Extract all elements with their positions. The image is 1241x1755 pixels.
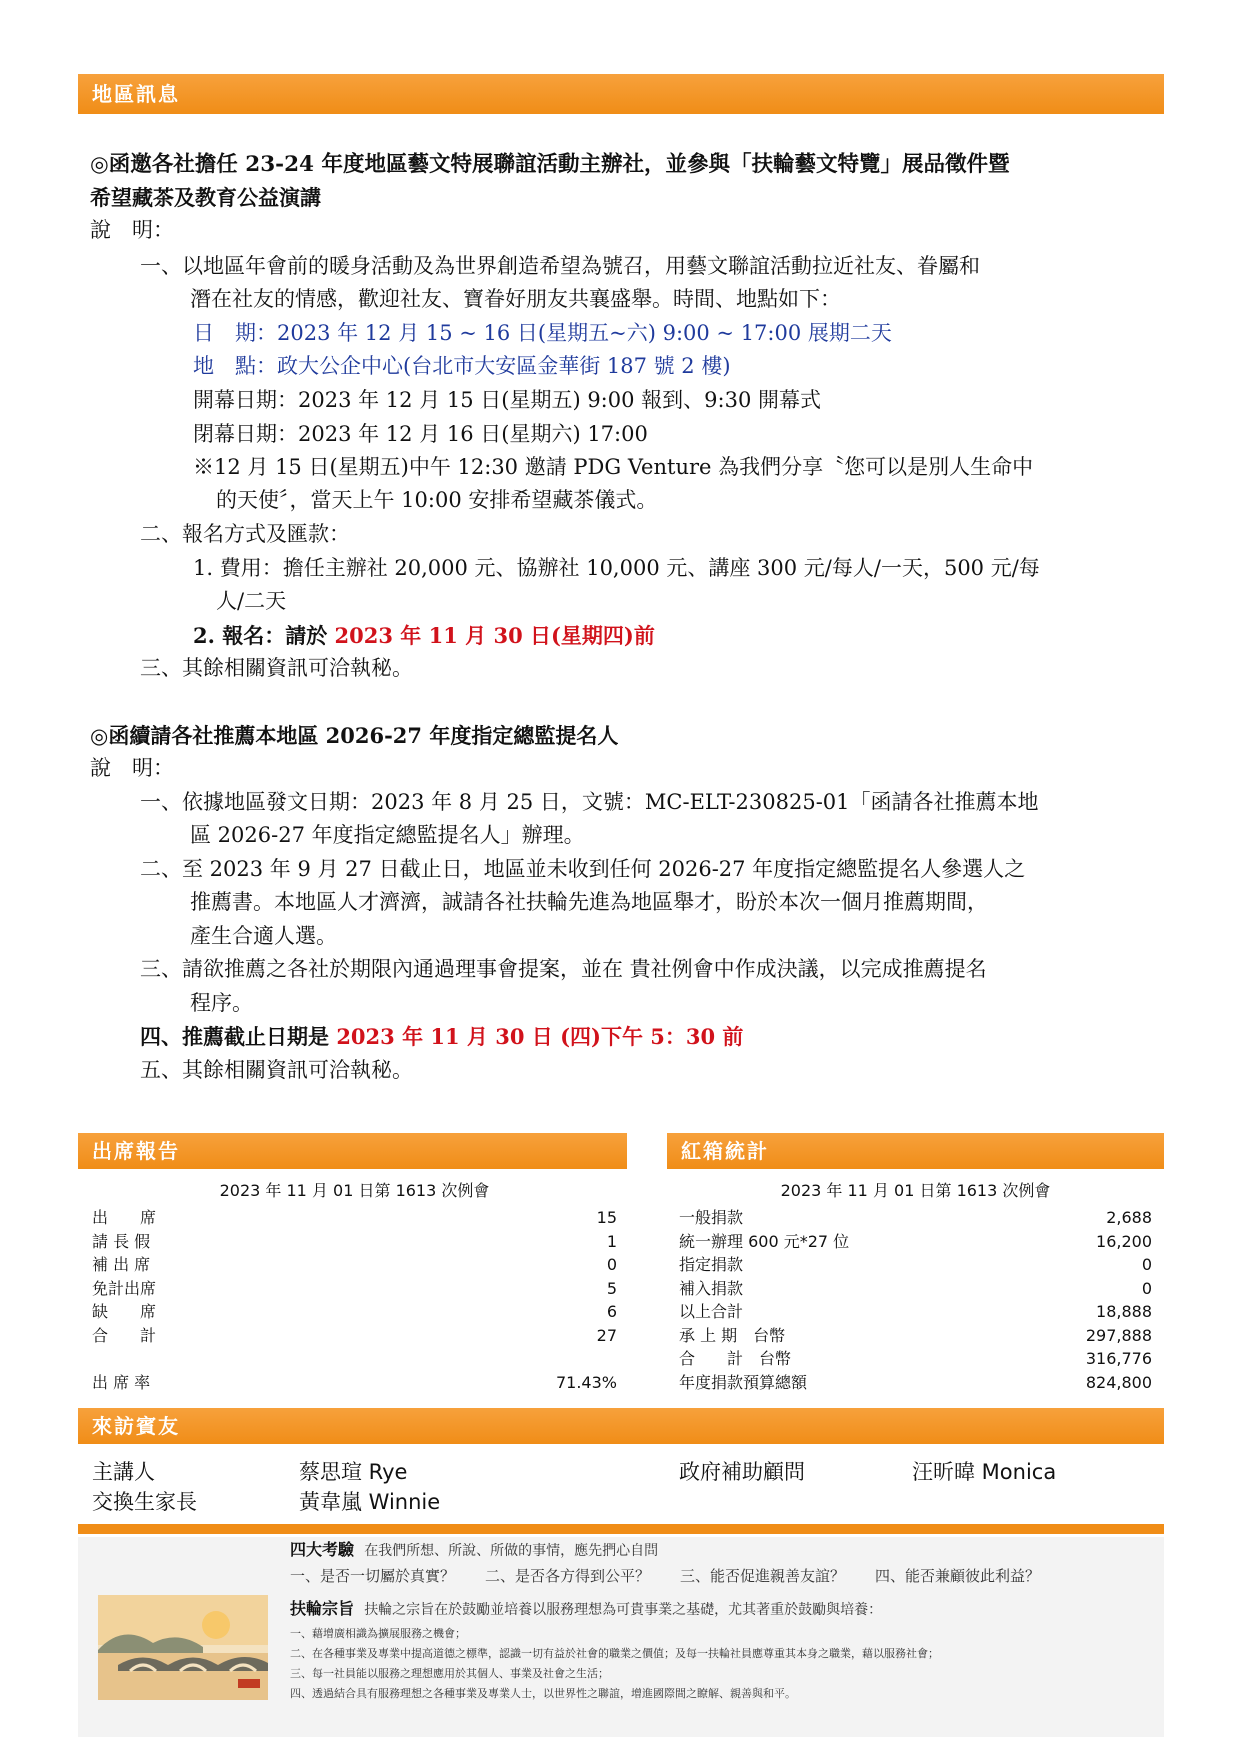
row-label: 以上合計 xyxy=(679,1302,744,1321)
closing-date-line: 閉幕日期：2023 年 12 月 16 日(星期六) 17:00 xyxy=(193,422,648,446)
row-label: 補 出 席 xyxy=(92,1255,151,1274)
event-place-line: 地 點：政大公企中心(台北市大安區金華街 187 號 2 樓) xyxy=(193,354,731,378)
section2-item5: 五、其餘相關資訊可洽執秘。 xyxy=(140,1058,413,1082)
object-item: 一、藉增廣相識為擴展服務之機會； xyxy=(290,1627,466,1640)
four-way-test-intro: 在我們所想、所說、所做的事情，應先捫心自問 xyxy=(364,1543,659,1559)
table-row xyxy=(679,1206,1152,1230)
table-row xyxy=(92,1300,617,1324)
section1-item3: 三、其餘相關資訊可洽執秘。 xyxy=(140,656,413,680)
note-line1: ※12 月 15 日(星期五)中午 12:30 邀請 PDG Venture 為我們分享〝您可以是別人生命中 xyxy=(193,455,1034,479)
row-label: 合 計 台幣 xyxy=(679,1349,792,1368)
redbox-table xyxy=(679,1176,1152,1394)
object-item: 三、每一社員能以服務之理想應用於其個人、事業及社會之生活； xyxy=(290,1667,609,1680)
table-row xyxy=(92,1230,617,1254)
bridge-painting-image xyxy=(98,1595,268,1700)
row-value: 0 xyxy=(1141,1255,1152,1274)
section2-item2-line1: 二、至 2023 年 9 月 27 日截止日，地區並未收到任何 2026-27 年度指定總監提名人參選人之 xyxy=(140,857,1026,881)
section2-item4 xyxy=(140,1020,743,1053)
section1-title-line1: ◎函邀各社擔任 23-24 年度地區藝文特展聯誼活動主辦社，並參與「扶輪藝文特覽」展品徵件暨 xyxy=(90,152,1010,177)
section2-item1-line2: 區 2026-27 年度指定總監提名人」辦理。 xyxy=(190,823,585,847)
section2-item2-line3: 產生合適人選。 xyxy=(190,924,337,948)
attendance-rate-row xyxy=(92,1371,617,1395)
section2-title: ◎函續請各社推薦本地區 2026-27 年度指定總監提名人 xyxy=(90,723,619,748)
row-label: 統一辦理 600 元*27 位 xyxy=(679,1231,850,1251)
table-row xyxy=(679,1230,1152,1254)
row-value: 15 xyxy=(596,1208,617,1227)
table-row xyxy=(679,1277,1152,1301)
section2-item3-line1: 三、請欲推薦之各社於期限內通過理事會提案，並在 貴社例會中作成決議，以完成推薦提名 xyxy=(140,957,987,981)
section2-label: 說 明： xyxy=(90,756,174,780)
table-row xyxy=(92,1324,617,1348)
object-of-rotary-intro: 扶輪之宗旨在於鼓勵並培養以服務理想為可貴事業之基礎，尤其著重於鼓勵與培養： xyxy=(364,1602,883,1618)
nomination-deadline: 2023 年 11 月 30 日 (四)下午 5：30 前 xyxy=(336,1024,744,1049)
visitor-name: 黃韋嵐 Winnie xyxy=(299,1490,441,1514)
registration-line xyxy=(193,619,655,652)
attendance-header: 出席報告 xyxy=(78,1133,627,1169)
footer-divider xyxy=(78,1524,1164,1534)
rate-value: 71.43% xyxy=(555,1372,617,1392)
row-value: 297,888 xyxy=(1085,1325,1152,1345)
visitor-name: 蔡思瑄 Rye xyxy=(299,1460,408,1484)
note-line2: 的天使〞，當天上午 10:00 安排希望藏茶儀式。 xyxy=(216,488,658,512)
row-value: 2,688 xyxy=(1106,1208,1152,1227)
four-way-test-title: 四大考驗 xyxy=(290,1540,355,1559)
event-date-line: 日 期：2023 年 12 月 15 ~ 16 日(星期五~六) 9:00 ~ 17:00 展期二天 xyxy=(193,321,892,345)
opening-date-line: 開幕日期：2023 年 12 月 15 日(星期五) 9:00 報到、9:30 開幕式 xyxy=(193,388,821,412)
visitor-role: 交換生家長 xyxy=(92,1490,197,1514)
registration-deadline: 2023 年 11 月 30 日(星期四)前 xyxy=(334,623,655,648)
row-label: 一般捐款 xyxy=(679,1208,744,1227)
four-way-test-items: 一、是否一切屬於真實？ 二、是否各方得到公平？ 三、能否促進親善友誼？ 四、能否兼顧彼此利益？ xyxy=(290,1567,1041,1585)
section2-item2-line2: 推薦書。本地區人才濟濟，誠請各社扶輪先進為地區舉才，盼於本次一個月推薦期間， xyxy=(190,890,988,914)
row-value: 27 xyxy=(596,1325,617,1345)
row-label: 指定捐款 xyxy=(679,1255,744,1274)
section2-item1-line1: 一、依據地區發文日期：2023 年 8 月 25 日，文號：MC-ELT-230825-01「函請各社推薦本地 xyxy=(140,790,1039,814)
row-value: 0 xyxy=(606,1255,617,1274)
visitor-role: 政府補助顧問 xyxy=(679,1460,805,1484)
row-value: 824,800 xyxy=(1085,1372,1152,1392)
fee-line2: 人/二天 xyxy=(216,589,287,613)
object-item: 二、在各種事業及專業中提高道德之標準，認識一切有益於社會的職業之價值；及每一扶輪社員應尊重其本身之職業，藉以服務社會； xyxy=(290,1647,939,1660)
regional-news-header: 地區訊息 xyxy=(78,74,1164,114)
section1-label: 說 明： xyxy=(90,218,174,242)
row-label: 請 長 假 xyxy=(92,1231,151,1251)
registration-prefix: 2. 報名：請於 xyxy=(193,623,335,648)
attendance-meeting: 2023 年 11 月 01 日第 1613 次例會 xyxy=(219,1181,490,1200)
row-value: 18,888 xyxy=(1096,1302,1152,1321)
table-row xyxy=(679,1371,1152,1395)
object-of-rotary-heading xyxy=(290,1597,882,1622)
redbox-meeting: 2023 年 11 月 01 日第 1613 次例會 xyxy=(780,1181,1051,1200)
nomination-prefix: 四、推薦截止日期是 xyxy=(140,1024,337,1049)
table-row xyxy=(92,1277,617,1301)
row-value: 16,200 xyxy=(1096,1231,1152,1251)
visitor-name: 汪昕暐 Monica xyxy=(912,1460,1057,1484)
row-value: 6 xyxy=(606,1302,617,1321)
row-value: 316,776 xyxy=(1085,1349,1152,1368)
row-value: 1 xyxy=(606,1231,617,1251)
table-row xyxy=(679,1253,1152,1277)
section1-title-line2: 希望藏茶及教育公益演講 xyxy=(90,185,321,210)
table-row xyxy=(679,1324,1152,1348)
table-row xyxy=(679,1300,1152,1324)
visitors-header: 來訪賓友 xyxy=(78,1408,1164,1444)
row-label: 出 席 xyxy=(92,1208,157,1227)
row-label: 免計出席 xyxy=(92,1278,157,1298)
table-row xyxy=(92,1253,617,1277)
fee-line1: 1. 費用：擔任主辦社 20,000 元、協辦社 10,000 元、講座 300 元/每人/一天，500 元/每 xyxy=(193,556,1040,580)
row-label: 補入捐款 xyxy=(679,1278,744,1298)
visitor-role: 主講人 xyxy=(92,1460,155,1484)
spacer-row xyxy=(92,1347,617,1371)
section1-item1-line2: 潛在社友的情感，歡迎社友、寶眷好朋友共襄盛舉。時間、地點如下： xyxy=(190,287,841,311)
redbox-header: 紅箱統計 xyxy=(667,1133,1164,1169)
row-value: 0 xyxy=(1141,1278,1152,1298)
object-of-rotary-title: 扶輪宗旨 xyxy=(290,1599,355,1618)
row-label: 缺 席 xyxy=(92,1302,157,1321)
row-label: 年度捐款預算總額 xyxy=(679,1372,808,1392)
table-row xyxy=(679,1347,1152,1371)
four-way-test-heading xyxy=(290,1538,658,1563)
attendance-table xyxy=(92,1176,617,1394)
row-label: 承 上 期 台幣 xyxy=(679,1325,786,1345)
row-label: 合 計 xyxy=(92,1325,157,1345)
object-item: 四、透過結合具有服務理想之各種事業及專業人士，以世界性之聯誼，增進國際間之瞭解、親善與和平。 xyxy=(290,1687,796,1700)
section1-item2: 二、報名方式及匯款： xyxy=(140,522,350,546)
row-value: 5 xyxy=(606,1278,617,1298)
rate-label: 出 席 率 xyxy=(92,1372,151,1392)
table-row xyxy=(92,1206,617,1230)
section1-item1-line1: 一、以地區年會前的暖身活動及為世界創造希望為號召，用藝文聯誼活動拉近社友、眷屬和 xyxy=(140,254,980,278)
section2-item3-line2: 程序。 xyxy=(190,991,253,1015)
